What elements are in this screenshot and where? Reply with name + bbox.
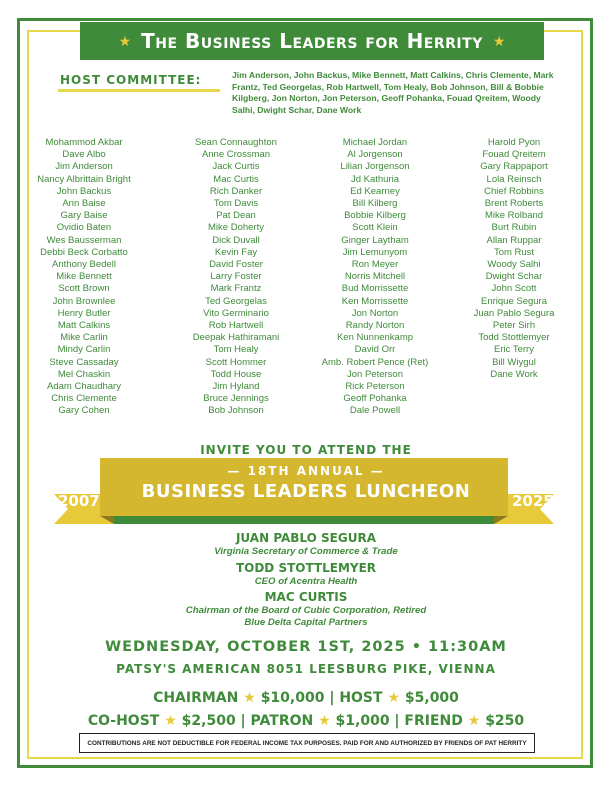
supporter-name: Rob Hartwell [208,320,264,332]
tier-label: CHAIRMAN [153,690,239,706]
host-underline [58,89,220,92]
supporter-name: Ovidio Baten [56,222,112,234]
supporter-name: Jim Hyland [212,381,260,393]
speaker-name: JUAN PABLO SEGURA [235,531,377,545]
supporter-name: Chris Clemente [51,393,117,405]
supporter-name: Dwight Schar [485,271,543,283]
supporter-name: Mark Frantz [210,283,262,295]
supporter-name: Michael Jordan [342,137,408,148]
supporter-name: Al Jorgenson [347,149,403,161]
supporter-name: Peter Sirh [492,320,536,332]
supporter-name: Bill Kilberg [352,198,398,210]
supporter-name: Pat Dean [216,210,256,222]
supporter-name: Dale Powell [349,405,401,417]
supporter-name: Ron Meyer [351,259,399,271]
supporter-name: Norris Mitchell [344,271,406,283]
star-icon: ★ [387,690,401,706]
supporter-name: Jd Kathuria [350,173,400,185]
supporter-name: Mike Carlin [60,332,108,344]
supporter-name: Lola Reinsch [486,173,542,185]
speaker [0,531,612,558]
speaker-role: Chairman of the Board of Cubic Corporation, Retired [185,605,427,616]
speaker-name: MAC CURTIS [264,590,348,604]
supporter-name: Lilian Jorgenson [340,161,410,173]
supporter-name: Sean Connaughton [195,137,277,148]
supporter-name: Mac Curtis [213,173,259,185]
supporter-name: Bud Morrissette [341,283,409,295]
supporter-name: Mohammod Akbar [45,137,123,148]
supporter-name: Debbi Beck Corbatto [40,246,128,258]
speaker-role: CEO of Acentra Health [254,575,358,587]
supporter-name: Vito Germinario [203,307,269,319]
supporter-name: Ed Kearney [350,185,400,197]
supporter-name: Amb. Robert Pence (Ret) [321,356,429,368]
supporter-name: Henry Butler [57,307,111,319]
event-date: WEDNESDAY, OCTOBER 1ST, 2025 • 11:30AM [105,639,507,655]
supporter-name: Jim Lemunyom [342,246,408,258]
supporter-name: Bill Wiygul [492,356,536,368]
supporter-name: David Foster [209,259,263,271]
supporter-name: Bobbie Kilberg [344,210,406,222]
supporter-name: Bruce Jennings [203,393,269,405]
supporter-name: John Brownlee [52,295,116,307]
supporter-name: Woody Salhi [487,259,541,271]
year-start: 2007 [58,492,100,510]
speaker-role: Blue Delta Capital Partners [244,616,368,628]
supporter-name: Jon Peterson [347,368,403,380]
tier-amount: $2,500 | PATRON [181,713,314,729]
supporter-name: Gary Rappaport [480,161,548,173]
supporters-column-1 [14,137,154,418]
supporter-name: Rich Danker [209,185,263,197]
sponsorship-tiers-row-1 [0,690,612,706]
page-title: The Business Leaders for Herrity [141,29,483,53]
annual-label: — 18TH ANNUAL — [227,464,385,478]
supporter-name: Juan Pablo Segura [473,307,555,319]
supporter-name: Bob Johnson [208,405,264,417]
supporter-name: Gary Baise [60,210,108,222]
supporter-name: Geoff Pohanka [343,393,407,405]
supporter-name: Larry Foster [210,271,262,283]
supporter-name: Dave Albo [62,149,106,161]
supporter-name: Wes Bausserman [46,234,122,246]
supporter-name: Eric Terry [494,344,534,356]
tier-amount: $10,000 | HOST [260,690,383,706]
supporter-name: Steve Cassaday [49,356,119,368]
supporter-name: John Scott [491,283,537,295]
host-committee-label: HOST COMMITTEE: [60,73,202,87]
star-icon: ★ [118,32,132,49]
supporter-name: Anne Crossman [201,149,271,161]
supporter-name: Ken Morrissette [341,295,409,307]
supporters-column-3 [305,137,445,418]
tier-amount: $5,000 [404,690,459,706]
sponsorship-tiers-row-2 [0,713,612,729]
supporter-name: David Orr [354,344,396,356]
supporter-name: Tom Davis [213,198,259,210]
supporter-name: Scott Klein [352,222,398,234]
supporter-name: Dane Work [490,368,538,380]
supporter-name: Brent Roberts [484,198,544,210]
host-committee-names: Jim Anderson, John Backus, Mike Bennett, Matt Calkins, Chris Clemente, Mark Frantz, Ted Georgelas, Rob Hartwell, Tom Healy, Bob Johnson, Bill & Bobbie Kilgberg, Jon Norton, Jon Peterson, Geoff Pohanka, Fouad Qreitem, Woody Salhi, Dwight Schar, Dane Work [232,70,554,115]
supporter-name: Todd Stottlemyer [478,332,550,344]
supporter-name: Mike Bennett [56,271,112,283]
supporter-name: Burt Rubin [491,222,537,234]
supporter-name: Jack Curtis [212,161,260,173]
event-venue: PATSY'S AMERICAN 8051 LEESBURG PIKE, VIENNA [116,662,496,676]
supporter-name: Tom Rust [493,246,535,258]
star-icon: ★ [318,713,331,729]
supporter-name: John Backus [56,185,112,197]
supporter-name: Mel Chaskin [57,368,111,380]
supporter-name: Enrique Segura [480,295,548,307]
supporter-name: Fouad Qreitem [482,149,546,161]
luncheon-title: BUSINESS LEADERS LUNCHEON [141,481,471,502]
supporter-name: Deepak Hathiramani [192,332,280,344]
supporter-name: Gary Cohen [58,405,110,417]
year-end: 2025 [512,492,554,510]
star-icon: ★ [492,32,506,49]
star-icon: ★ [467,713,481,729]
star-icon: ★ [164,713,177,729]
supporter-name: Randy Norton [345,320,405,332]
tier-amount: $250 [485,713,525,729]
supporter-name: Matt Calkins [57,320,111,332]
tier-label: CO-HOST [87,713,160,729]
supporters-column-4 [444,137,584,381]
star-icon: ★ [243,690,256,706]
speaker-name: TODD STOTTLEMYER [235,560,377,575]
supporter-name: Allan Ruppar [486,234,542,246]
banner-underline [114,516,494,524]
supporter-name: Dick Duvall [212,234,260,246]
supporter-name: Ted Georgelas [205,295,267,307]
supporter-name: Ann Baise [62,198,106,210]
supporter-name: Kevin Fay [214,246,258,258]
supporter-name: Mike Doherty [208,222,264,234]
supporter-name: Mindy Carlin [57,344,111,356]
supporter-name: Chief Robbins [484,185,544,197]
tier-amount: $1,000 | FRIEND [335,713,463,729]
supporter-name: Rick Peterson [345,381,405,393]
speaker [0,561,612,588]
supporter-name: Anthony Bedell [52,259,116,271]
invite-text: INVITE YOU TO ATTEND THE [200,443,412,457]
speaker [0,590,612,628]
supporter-name: Adam Chaudhary [47,381,121,393]
title-banner [80,22,544,60]
supporter-name: Jon Norton [351,307,399,319]
supporter-name: Tom Healy [213,344,259,356]
supporter-name: Mike Rolband [484,210,544,222]
supporter-name: Todd House [210,368,262,380]
supporter-name: Scott Hommer [205,356,267,368]
supporters-column-2 [166,137,306,418]
disclaimer: CONTRIBUTIONS ARE NOT DEDUCTIBLE FOR FEDERAL INCOME TAX PURPOSES. PAID FOR AND AUTHORIZED BY FRIENDS OF PAT HERRITY [79,733,535,753]
supporter-name: Jim Anderson [55,161,113,173]
supporter-name: Ken Nunnenkamp [336,332,414,344]
supporter-name: Scott Brown [58,283,110,295]
supporter-name: Nancy Albrittain Bright [37,173,131,185]
supporter-name: Ginger Laytham [341,234,409,246]
supporter-name: Harold Pyon [487,137,541,148]
speaker-role: Virginia Secretary of Commerce & Trade [214,546,398,557]
speakers [0,531,612,631]
